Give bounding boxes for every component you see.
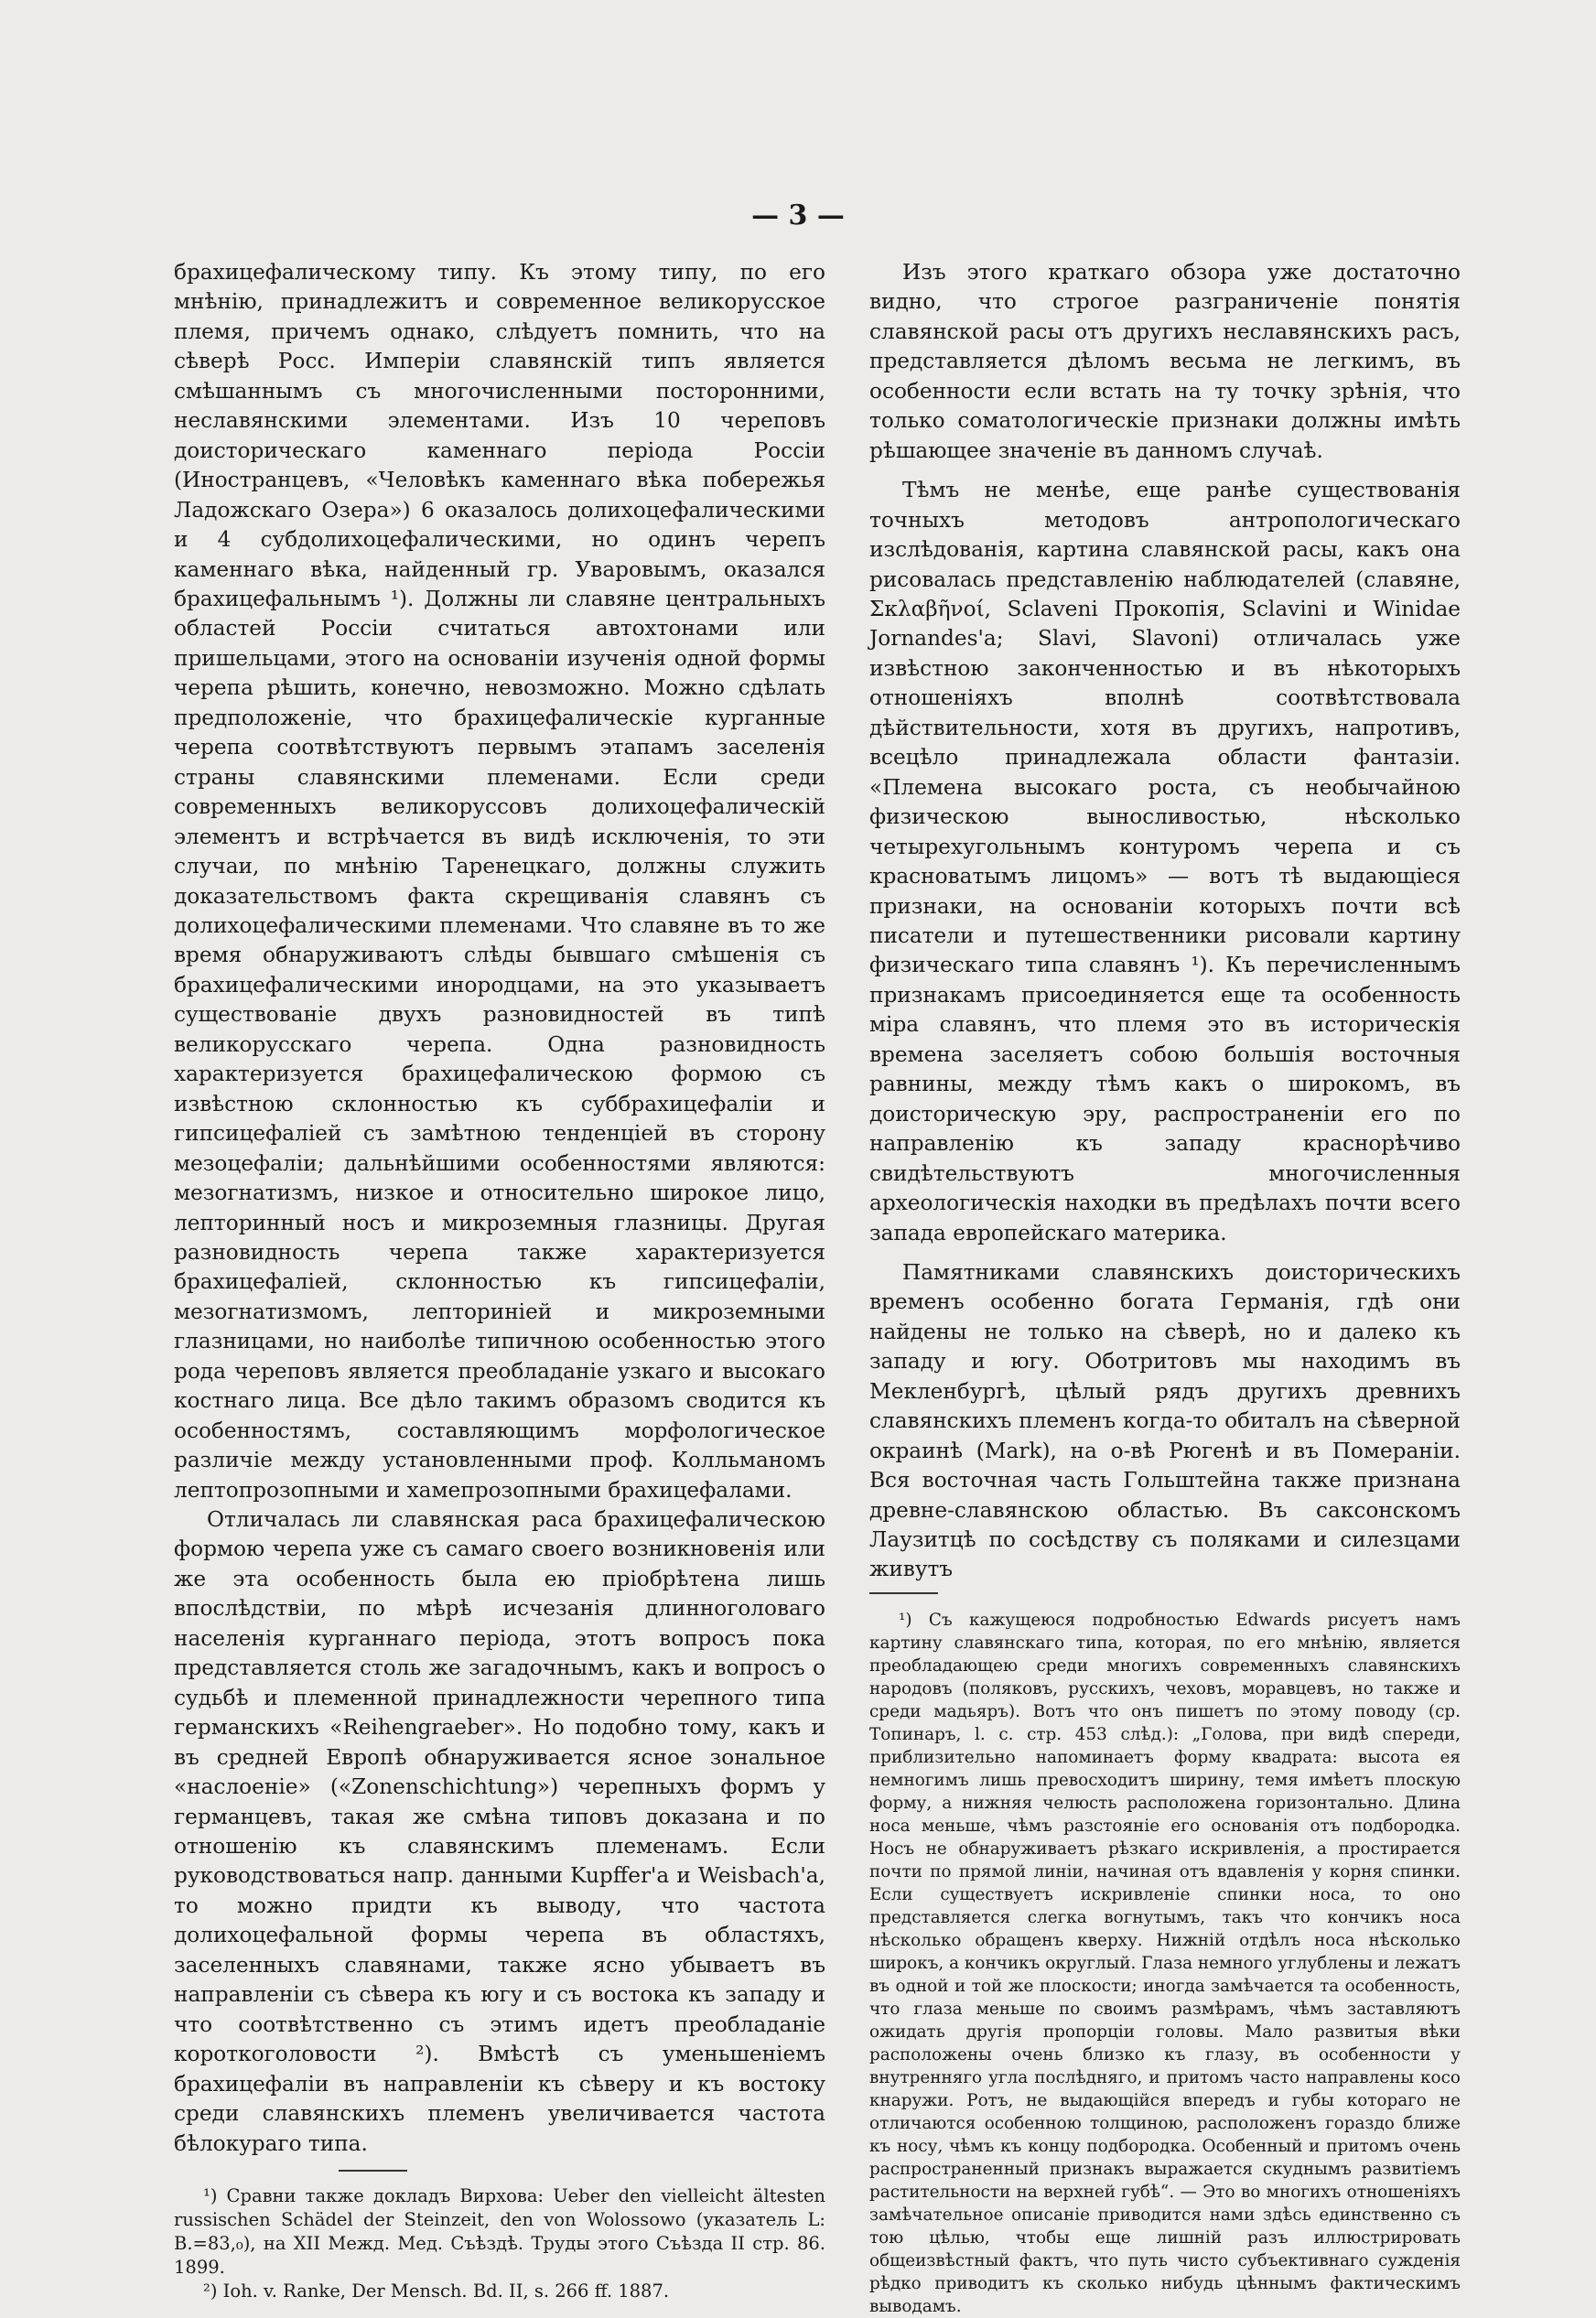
left-column: [174, 258, 825, 2303]
footnote: ¹) Съ кажущеюся подробностью Edwards рисуетъ намъ картину славянскаго типа, которая, по его мнѣнію, является преобладающею среди многихъ современныхъ славянскихъ народовъ (поляковъ, русскихъ, чеховъ, моравцевъ, но также и среди мадьяръ). Вотъ что онъ пишетъ по этому поводу (ср. Топинаръ, l. c. стр. 453 слѣд.): „Голова, при видѣ спереди, приблизительно напоминаетъ форму квадрата: высота ея немногимъ лишь превосходитъ ширину, темя имѣетъ плоскую форму, а нижняя челюсть расположена горизонтально. Длина носа меньше, чѣмъ разстояніе его основанія отъ подбородка. Носъ не обнаруживаетъ рѣзкаго искривленія, а простирается почти по прямой линіи, начиная отъ вдавленія у корня спинки. Если существуетъ искривленіе спинки носа, то оно представляется слегка вогнутымъ, такъ что кончикъ носа нѣсколько обращенъ кверху. Нижній отдѣлъ носа нѣсколько широкъ, а кончикъ округлый. Глаза немного углублены и лежатъ въ одной и той же плоскости; иногда замѣчается та особенность, что глаза меньше по своимъ размѣрамъ, чѣмъ заставляютъ ожидать другія пропорціи головы. Мало развитыя вѣки расположены очень близко къ глазу, въ особенности у внутренняго угла послѣдняго, и притомъ часто направлены косо кнаружи. Ротъ, не выдающійся впередъ и губы котораго не отличаются особенною толщиною, расположенъ гораздо ближе къ носу, чѣмъ къ концу подбородка. Особенный и притомъ очень распространенный признакъ выражается скуднымъ развитіемъ растительности на верхней губѣ“. — Это во многихъ отношеніяхъ замѣчательное описаніе приводится нами здѣсь единственно съ тою цѣлью, чтобы еще лишній разъ иллюстрировать общеизвѣстный фактъ, что путь чисто субъективнаго сужденія рѣдко приводитъ къ сколько нибудь цѣннымъ фактическимъ выводамъ.: [869, 1610, 1461, 2316]
footnote-divider: [339, 2170, 407, 2172]
page-number: — 3 —: [751, 199, 845, 232]
paragraph: Тѣмъ не менѣе, еще ранѣе существованія точныхъ методовъ антропологическаго изслѣдованія, картина славянской расы, какъ она рисовалась представленію наблюдателей (славяне, Σκλαβῆνοί, Sclaveni Прокопія, Sclavini и Winidae Jornandes'a; Slavi, Slavoni) отличалась уже извѣстною законченностью и въ нѣкоторыхъ отношеніяхъ вполнѣ соотвѣтствовала дѣйствительности, хотя въ другихъ, напротивъ, всецѣло принадлежала области фантазіи. «Племена высокаго роста, съ необычайною физическою выносливостью, нѣсколько четырехугольнымъ контуромъ черепа и съ красноватымъ лицомъ» — вотъ тѣ выдающіеся признаки, на основаніи которыхъ почти всѣ писатели и путешественники рисовали картину физическаго типа славянъ ¹). Къ перечисленнымъ признакамъ присоединяется еще та особенность міра славянъ, что племя это въ историческія времена заселяетъ собою большія восточныя равнины, между тѣмъ какъ о широкомъ, въ доисторическую эру, распространеніи его по направленію къ западу краснорѣчиво свидѣтельствуютъ многочисленныя археологическія находки въ предѣлахъ почти всего запада европейскаго материка.: [869, 478, 1461, 1245]
paragraph: Изъ этого краткаго обзора уже достаточно видно, что строгое разграниченіе понятія славянской расы отъ другихъ неславянскихъ расъ, представляется дѣломъ весьма не легкимъ, въ особенности если встать на ту точку зрѣнія, что только соматологическіе признаки должны имѣть рѣшающее значеніе въ данномъ случаѣ.: [869, 260, 1461, 463]
footnote: ¹) Сравни также докладъ Вирхова: Ueber den vielleicht ältesten russischen Schädel der Steinzeit, den von Wolossowo (указатель L: B.=83,₀), на XII Межд. Мед. Съѣздѣ. Труды этого Съѣзда II стр. 86. 1899.: [174, 2185, 825, 2278]
paragraph: Памятниками славянскихъ доисторическихъ временъ особенно богата Германія, гдѣ они найдены не только на сѣверѣ, но и далеко къ западу и югу. Оботритовъ мы находимъ въ Мекленбургѣ, цѣлый рядъ другихъ древнихъ славянскихъ племенъ когда-то обиталъ на сѣверной окраинѣ (Mark), на о-вѣ Рюгенѣ и въ Помераніи. Вся восточная часть Гольштейна также признана древне-славянскою областью. Въ саксонскомъ Лаузитцѣ по сосѣдству съ поляками и силезцами живутъ: [869, 1259, 1461, 1582]
right-column: [869, 258, 1461, 2318]
paragraph: Отличалась ли славянская раса брахицефалическою формою черепа уже съ самаго своего возникновенія или же эта особенность была ею пріобрѣтена лишь впослѣдствіи, по мѣрѣ исчезанія длинноголоваго населенія курганнаго періода, этотъ вопросъ пока представляется столь же загадочнымъ, какъ и вопросъ о судьбѣ и племенной принадлежности черепного типа германскихъ «Reihengraeber». Но подобно тому, какъ и въ средней Европѣ обнаруживается ясное зональное «наслоеніе» («Zonenschichtung») черепныхъ формъ у германцевъ, такая же смѣна типовъ доказана и по отношенію къ славянскимъ племенамъ. Если руководствоваться напр. данными Kupffer'a и Weisbach'a, то можно придти къ выводу, что частота долихоцефальной формы черепа въ областяхъ, заселенныхъ славянами, также ясно убываетъ въ направленіи съ сѣвера къ югу и съ востока къ западу и что соотвѣтственно съ этимъ идетъ преобладаніе короткоголовости ²). Вмѣстѣ съ уменьшеніемъ брахицефаліи въ направленіи къ сѣверу и къ востоку среди славянскихъ племенъ увеличивается частота бѣлокураго типа.: [174, 1507, 825, 2156]
footnote: ²) Ioh. v. Ranke, Der Mensch. Bd. II, s. 266 ff. 1887.: [203, 2280, 670, 2302]
paragraph: брахицефалическому типу. Къ этому типу, по его мнѣнію, принадлежитъ и современное великорусское племя, причемъ однако, слѣдуетъ помнить, что на сѣверѣ Росс. Имперіи славянскій типъ является смѣшаннымъ съ многочисленными посторонними, неславянскими элементами. Изъ 10 череповъ доисторическаго каменнаго періода Россіи (Иностранцевъ, «Человѣкъ каменнаго вѣка побережья Ладожскаго Озера») 6 оказалось долихоцефалическими и 4 субдолихоцефалическими, но одинъ черепъ каменнаго вѣка, найденный гр. Уваровымъ, оказался брахицефальнымъ ¹). Должны ли славяне центральныхъ областей Россіи считаться автохтонами или пришельцами, этого на основаніи изученія одной формы черепа рѣшить, конечно, невозможно. Можно сдѣлать предположеніе, что брахицефалическіе курганные черепа соотвѣтствуютъ первымъ этапамъ заселенія страны славянскими племенами. Если среди современныхъ великоруссовъ долихоцефалическій элементъ и встрѣчается въ видѣ исключенія, то эти случаи, по мнѣнію Таренецкаго, должны служить доказательствомъ факта скрещиванія славянъ съ долихоцефалическими племенами. Что славяне въ то же время обнаруживаютъ слѣды бывшаго смѣшенія съ брахицефалическими инородцами, на это указываетъ существованіе двухъ разновидностей въ типѣ великорусскаго черепа. Одна разновидность характеризуется брахицефалическою формою съ извѣстною склонностью къ суббрахицефаліи и гипсицефаліей съ замѣтною тенденціей въ сторону мезоцефаліи; дальнѣйшими особенностями являются: мезогнатизмъ, низкое и относительно широкое лицо, лепторинный носъ и микроземныя глазницы. Другая разновидность черепа также характеризуется брахицефаліей, склонностью къ гипсицефаліи, мезогнатизмомъ, лепториніей и микроземными глазницами, но наиболѣе типичною особенностью этого рода череповъ является преобладаніе узкаго и высокаго костнаго лица. Все дѣло такимъ образомъ сводится къ особенностямъ, составляющимъ морфологическое различіе между установленными проф. Колльманомъ лептопрозопными и хамепрозопными брахицефалами.: [174, 260, 825, 1503]
footnote-divider: [869, 1592, 938, 1594]
